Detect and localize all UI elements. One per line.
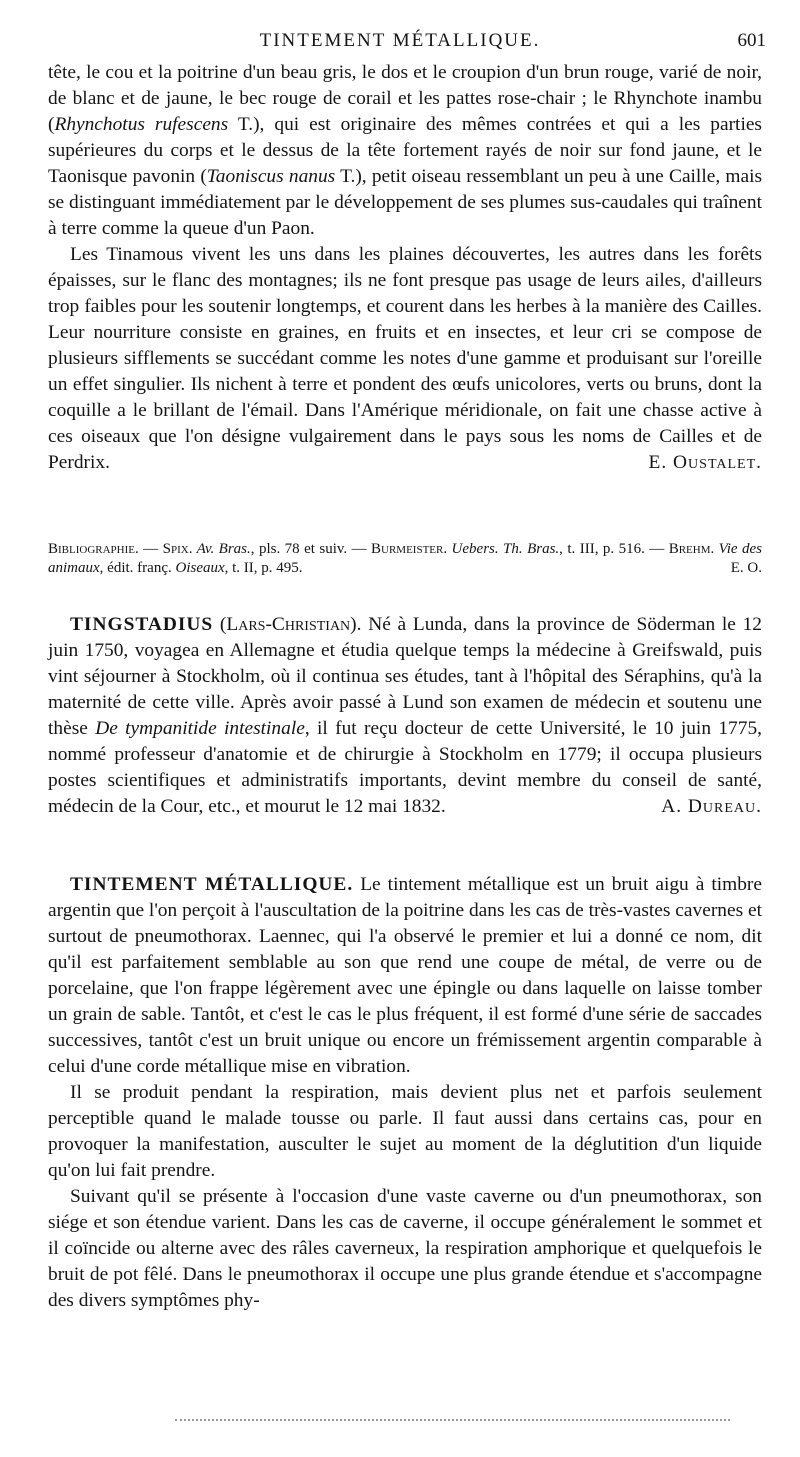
tintement-paragraph-3: Suivant qu'il se présente à l'occasion d'une vaste caverne ou d'un pneumothorax, son siége et son étendue varient. Dans les cas de caverne, il occupe généralement le sommet et il coïncide ou alterne avec des râles caverneux, la respiration amphorique et quelquefois le bruit de pot fêlé. Dans le pneumothorax il occupe une plus grande étendue et s'accompagne des divers symptômes phy-	[48, 1186, 762, 1311]
thesis-title: De tympanitide intestinale	[95, 718, 305, 739]
entry-headword: TINGSTADIUS	[70, 614, 214, 635]
tingstadius-paragraph: TINGSTADIUS (Lars-Christian). Né à Lunda, dans la province de Söderman le 12 juin 1750, voyagea en Allemagne et étudia quelque temps la médecine à Greifswald, puis vint séjourner à Stockholm, où il continua ses études, tant à l'hôpital des Séraphins, qu'à la maternité de cette ville. Après avoir passé à Lund son examen de médecin et soutenu une thèse De tympanitide intestinale, il fut reçu docteur de cette Université, le 10 juin 1775, nommé professeur d'anatomie et de chirurgie à Stockholm en 1779; il occupa plusieurs postes scientifiques et administratifs importants, devint membre du conseil de santé, médecin de la Cour, etc., et mourut le 12 mai 1832. A. Dureau.	[48, 612, 762, 820]
entry-forename: (Lars-Christian).	[213, 614, 362, 635]
bibliography: Bibliographie. — Spix. Av. Bras., pls. 78 et suiv. — Burmeister. Uebers. Th. Bras., t. III, p. 516. — Brehm. Vie des animaux, édit. franç. Oiseaux, t. II, p. 495. E. O.	[48, 541, 762, 576]
tinamou-article	[48, 60, 762, 476]
bibliography-signature: E. O.	[730, 560, 762, 576]
species-name: Rhynchotus rufescens	[54, 114, 229, 135]
tintement-paragraph-2: Il se produit pendant la respiration, mais devient plus net et parfois seulement perceptible quand le malade tousse ou parle. Il faut aussi dans certains cas, pour en provoquer la manifestation, ausculter le sujet au moment de la déglutition d'un liquide qu'on lui fait prendre.	[48, 1082, 762, 1181]
author-signature: A. Dureau.	[661, 796, 762, 817]
tinamou-paragraph-1: tête, le cou et la poitrine d'un beau gris, le dos et le croupion d'un brun rouge, varié de noir, de blanc et de jaune, le bec rouge de corail et les pattes rose-chair ; le Rhynchote inambu (Rhynchotus rufescens T.), qui est originaire des mêmes contrées et qui a les parties supérieures du corps et le dessus de la tête fortement rayés de noir sur fond jaune, et le Taonisque pavonin (Taoniscus nanus T.), petit oiseau ressemblant un peu à une Caille, mais se distinguant immédiatement par le développement de ses plumes sus-caudales qui traînent à terre comme la queue d'un Paon.	[48, 62, 763, 239]
footer-rule	[175, 1419, 730, 1421]
page-header	[0, 30, 800, 56]
tintement-paragraph-1: TINTEMENT MÉTALLIQUE. Le tintement métallique est un bruit aigu à timbre argentin que l'on perçoit à l'auscultation de la poitrine dans les cas de très-vastes cavernes et surtout de pneumothorax. Laennec, qui l'a observé le premier et lui a donné ce nom, dit qu'il est parfaitement semblable au son que rend une coupe de métal, de verre ou de porcelaine, que l'on frappe légèrement avec une épingle ou dans laquelle on laisse tomber un grain de sable. Tantôt, et c'est le cas le plus fréquent, il est formé d'une série de saccades successives, tantôt c'est un bruit unique ou encore un frémissement argentin comparable à celui d'une corde métallique mise en vibration.	[48, 874, 762, 1077]
tinamou-paragraph-2: Les Tinamous vivent les uns dans les plaines découvertes, les autres dans les forêts épaisses, sur le flanc des montagnes; ils ne font presque pas usage de leurs ailes, d'ailleurs trop faibles pour les soutenir longtemps, et courent dans les herbes à la manière des Cailles. Leur nourriture consiste en graines, en fruits et en insectes, et leur cri se compose de plusieurs sifflements se succédant comme les notes d'une gamme et produisant sur l'oreille un effet singulier. Ils nichent à terre et pondent des œufs unicolores, verts ou bruns, dont la coquille a le brillant de l'émail. Dans l'Amérique méridionale, on fait une chasse active à ces oiseaux que l'on désigne vulgairement dans le pays sous les noms de Cailles et de Perdrix. E. Oustalet.	[48, 242, 762, 476]
page-number: 601	[737, 30, 766, 51]
tintement-entry	[48, 872, 762, 1314]
running-head: TINTEMENT MÉTALLIQUE.	[259, 30, 541, 51]
author-signature: E. Oustalet.	[648, 452, 762, 473]
species-name: Taoniscus nanus	[206, 166, 336, 187]
entry-headword: TINTEMENT MÉTALLIQUE.	[70, 874, 354, 895]
bibliography-label: Bibliographie.	[48, 541, 139, 557]
tingstadius-entry	[48, 612, 762, 820]
